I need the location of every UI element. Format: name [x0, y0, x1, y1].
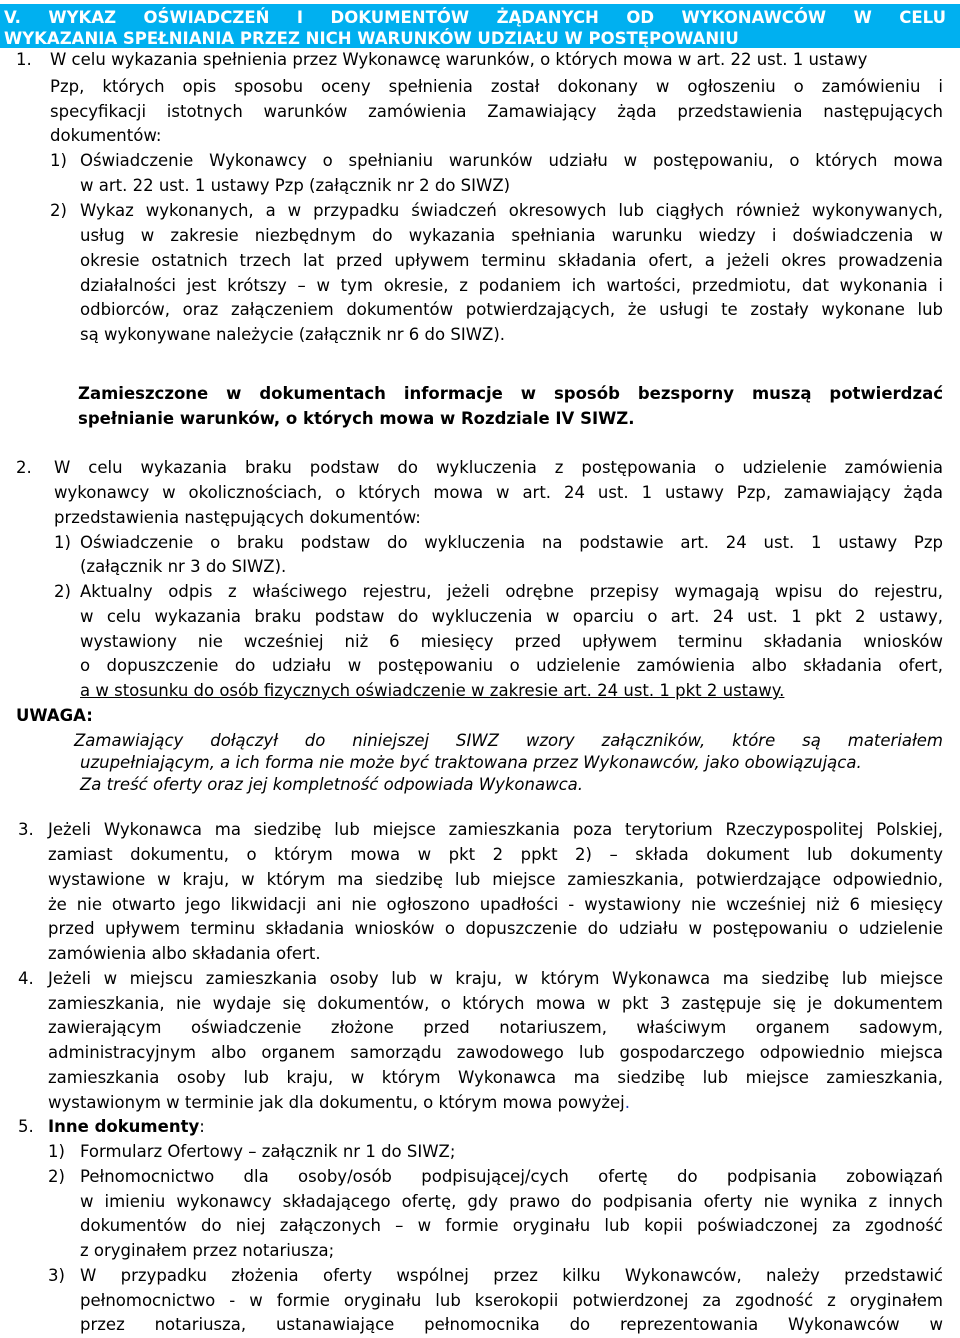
- uwaga-line-2: uzupełniającym, a ich forma nie może być traktowana przez Wykonawców, jako obowiązująca.: [80, 753, 862, 772]
- point-5-item-2-number: 2): [48, 1167, 65, 1186]
- point-4-line-1: Jeżeli w miejscu zamieszkania osoby lub w kraju, w którym Wykonawca ma siedzibę lub miejsce: [48, 969, 943, 988]
- point-2-item-2-number: 2): [54, 582, 71, 601]
- point-2-line-1: W celu wykazania braku podstaw do wykluczenia z postępowania o udzielenie zamówienia: [54, 458, 943, 477]
- point-2-item-2-line-4: o dopuszczenie do udziału w postępowaniu o udzielenie zamówienia albo składania ofert,: [80, 656, 943, 675]
- point-5-item-3-line-3: przez notariusza, ustanawiające pełnomocnika do reprezentowania Wykonawców w: [80, 1315, 943, 1334]
- section-header-line-1: V. WYKAZ OŚWIADCZEŃ I DOKUMENTÓW ŻĄDANYCH OD WYKONAWCÓW W CELU: [4, 8, 946, 27]
- point-5-item-2-line-3: dokumentów do niej załączonych – w formie oryginału lub kopii poświadczonej za zgodność: [80, 1216, 943, 1235]
- uwaga-line-3: Za treść oferty oraz jej kompletność odpowiada Wykonawca.: [80, 775, 584, 794]
- notice-line-1: Zamieszczone w dokumentach informacje w sposób bezsporny muszą potwierdzać: [78, 384, 943, 403]
- point-1-line-2: Pzp, których opis sposobu oceny spełnienia został dokonany w ogłoszeniu o zamówieniu i: [50, 77, 943, 96]
- point-3-number: 3.: [18, 820, 34, 839]
- point-4-line-3: zawierającym oświadczenie złożone przed notariuszem, właściwym organem sadowym,: [48, 1018, 943, 1037]
- point-4-line-4: administracyjnym albo organem samorządu zawodowego lub gospodarczego odpowiednio miejsca: [48, 1043, 943, 1062]
- point-2-number: 2.: [16, 458, 32, 477]
- point-1-item-2-line-5: odbiorców, oraz załączeniem dokumentów potwierdzających, że usługi te zostały wykonane lub: [80, 300, 943, 319]
- point-1-item-2-number: 2): [50, 201, 67, 220]
- point-2-line-3: przedstawienia następujących dokumentów:: [54, 508, 421, 527]
- point-5-item-2-line-2: w imieniu wykonawcy składającego ofertę, gdy prawo do podpisania oferty nie wynika z innych: [80, 1192, 943, 1211]
- point-5-number: 5.: [18, 1117, 34, 1136]
- point-4-line-6: [48, 1091, 630, 1115]
- point-4-line-5: zamieszkania osoby lub kraju, w którym Wykonawca ma siedzibę lub miejsce zamieszkania,: [48, 1068, 943, 1087]
- point-5-title: Inne dokumenty: [48, 1117, 200, 1136]
- point-3-line-2: zamiast dokumentu, o którym mowa w pkt 2 ppkt 2) – składa dokument lub dokumenty: [48, 845, 943, 864]
- point-1-line-1: W celu wykazania spełnienia przez Wykonawcę warunków, o których mowa w art. 22 ust. 1 ustawy: [50, 50, 868, 69]
- point-3-line-6: zamówienia albo składania ofert.: [48, 944, 321, 963]
- point-2-line-2: wykonawcy w okolicznościach, o których mowa w art. 24 ust. 1 ustawy Pzp, zamawiający żąda: [54, 483, 943, 502]
- section-header: [0, 4, 960, 48]
- point-1-item-1-number: 1): [50, 151, 67, 170]
- point-5-item-2-line-1: Pełnomocnictwo dla osoby/osób podpisującej/cych ofertę do podpisania zobowiązań: [80, 1167, 943, 1186]
- point-3-line-3: wystawione w kraju, w którym ma siedzibę lub miejsce zamieszkania, potwierdzające odpowiednio,: [48, 870, 943, 889]
- point-2-item-1-line-1: Oświadczenie o braku podstaw do wykluczenia na podstawie art. 24 ust. 1 ustawy Pzp: [80, 533, 943, 552]
- point-1-number: 1.: [16, 50, 32, 69]
- point-5-title-colon: :: [199, 1117, 205, 1136]
- point-5-item-3-line-2: pełnomocnictwo - w formie oryginału lub kserokopii potwierdzonej za zgodność z oryginałem: [80, 1291, 943, 1310]
- point-5-item-3-line-1: W przypadku złożenia oferty wspólnej przez kilku Wykonawców, należy przedstawić: [80, 1266, 943, 1285]
- point-1-item-1-line-1: Oświadczenie Wykonawcy o spełnianiu warunków udziału w postępowaniu, o których mowa: [80, 151, 943, 170]
- point-2-item-2-line-1: Aktualny odpis z właściwego rejestru, jeżeli odrębne przepisy wymagają wpisu do rejestru,: [80, 582, 943, 601]
- notice-line-2: spełnianie warunków, o których mowa w Rozdziale IV SIWZ.: [78, 409, 635, 428]
- point-2-item-1-number: 1): [54, 533, 71, 552]
- section-header-line-2: WYKAZANIA SPEŁNIANIA PRZEZ NICH WARUNKÓW UDZIAŁU W POSTĘPOWANIU: [4, 29, 739, 48]
- point-5-item-1-number: 1): [48, 1142, 65, 1161]
- point-2-item-1-line-2: (załącznik nr 3 do SIWZ).: [80, 557, 287, 576]
- point-4-line-2: zamieszkania, nie wydaje się dokumentów, o których mowa w pkt 3 zastępuje się je dokumentem: [48, 994, 943, 1013]
- point-1-item-2-line-3: okresie ostatnich trzech lat przed upływem terminu składania ofert, a jeżeli okres prowadzenia: [80, 251, 943, 270]
- point-1-item-2-line-2: usług w zakresie niezbędnym do wykazania spełniania warunku wiedzy i doświadczenia w: [80, 226, 943, 245]
- point-3-line-5: przed upływem terminu składania wniosków o dopuszczenie do udziału w postępowaniu o udzielenie: [48, 919, 943, 938]
- point-2-item-2-line-2: w celu wykazania braku podstaw do wykluczenia w oparciu o art. 24 ust. 1 pkt 2 ustawy,: [80, 607, 943, 626]
- point-1-item-2-line-4: działalności jest krótszy – w tym okresie, z podaniem ich wartości, przedmiotu, dat wykonania i: [80, 276, 943, 295]
- point-1-item-2-line-6: są wykonywane należycie (załącznik nr 6 do SIWZ).: [80, 325, 506, 344]
- point-3-line-1: Jeżeli Wykonawca ma siedzibę lub miejsce zamieszkania poza terytorium Rzeczypospolitej Polskiej,: [48, 820, 943, 839]
- point-5-item-2-line-4: z oryginałem przez notariusza;: [80, 1241, 335, 1260]
- uwaga-line-1: Zamawiający dołączył do niniejszej SIWZ wzory załączników, które są materiałem: [74, 731, 943, 750]
- point-4-line-6-text: wystawionym w terminie jak dla dokumentu, o którym mowa powyżej: [48, 1093, 625, 1112]
- point-5-item-1-line-1: Formularz Ofertowy – załącznik nr 1 do SIWZ;: [80, 1142, 456, 1161]
- point-4-line-6-period: .: [624, 1093, 631, 1112]
- point-5-heading: [48, 1115, 205, 1139]
- point-2-item-2-line-3: wystawiony nie wcześniej niż 6 miesięcy przed upływem terminu składania wniosków: [80, 632, 943, 651]
- point-2-item-2-line-5: a w stosunku do osób fizycznych oświadczenie w zakresie art. 24 ust. 1 pkt 2 ustawy.: [80, 681, 785, 700]
- point-5-item-3-number: 3): [48, 1266, 65, 1285]
- point-1-line-4: dokumentów:: [50, 126, 162, 145]
- point-1-item-1-line-2: w art. 22 ust. 1 ustawy Pzp (załącznik nr 2 do SIWZ): [80, 176, 511, 195]
- point-1-item-2-line-1: Wykaz wykonanych, a w przypadku świadczeń okresowych lub ciągłych również wykonywanych,: [80, 201, 943, 220]
- point-4-number: 4.: [18, 969, 34, 988]
- uwaga-title: UWAGA:: [16, 706, 93, 725]
- point-1-line-3: specyfikacji istotnych warunków zamówienia Zamawiający żąda przedstawienia następujących: [50, 102, 943, 121]
- point-3-line-4: że nie otwarto jego likwidacji ani nie ogłoszono upadłości - wystawiony nie wcześniej niż 6 miesięcy: [48, 895, 943, 914]
